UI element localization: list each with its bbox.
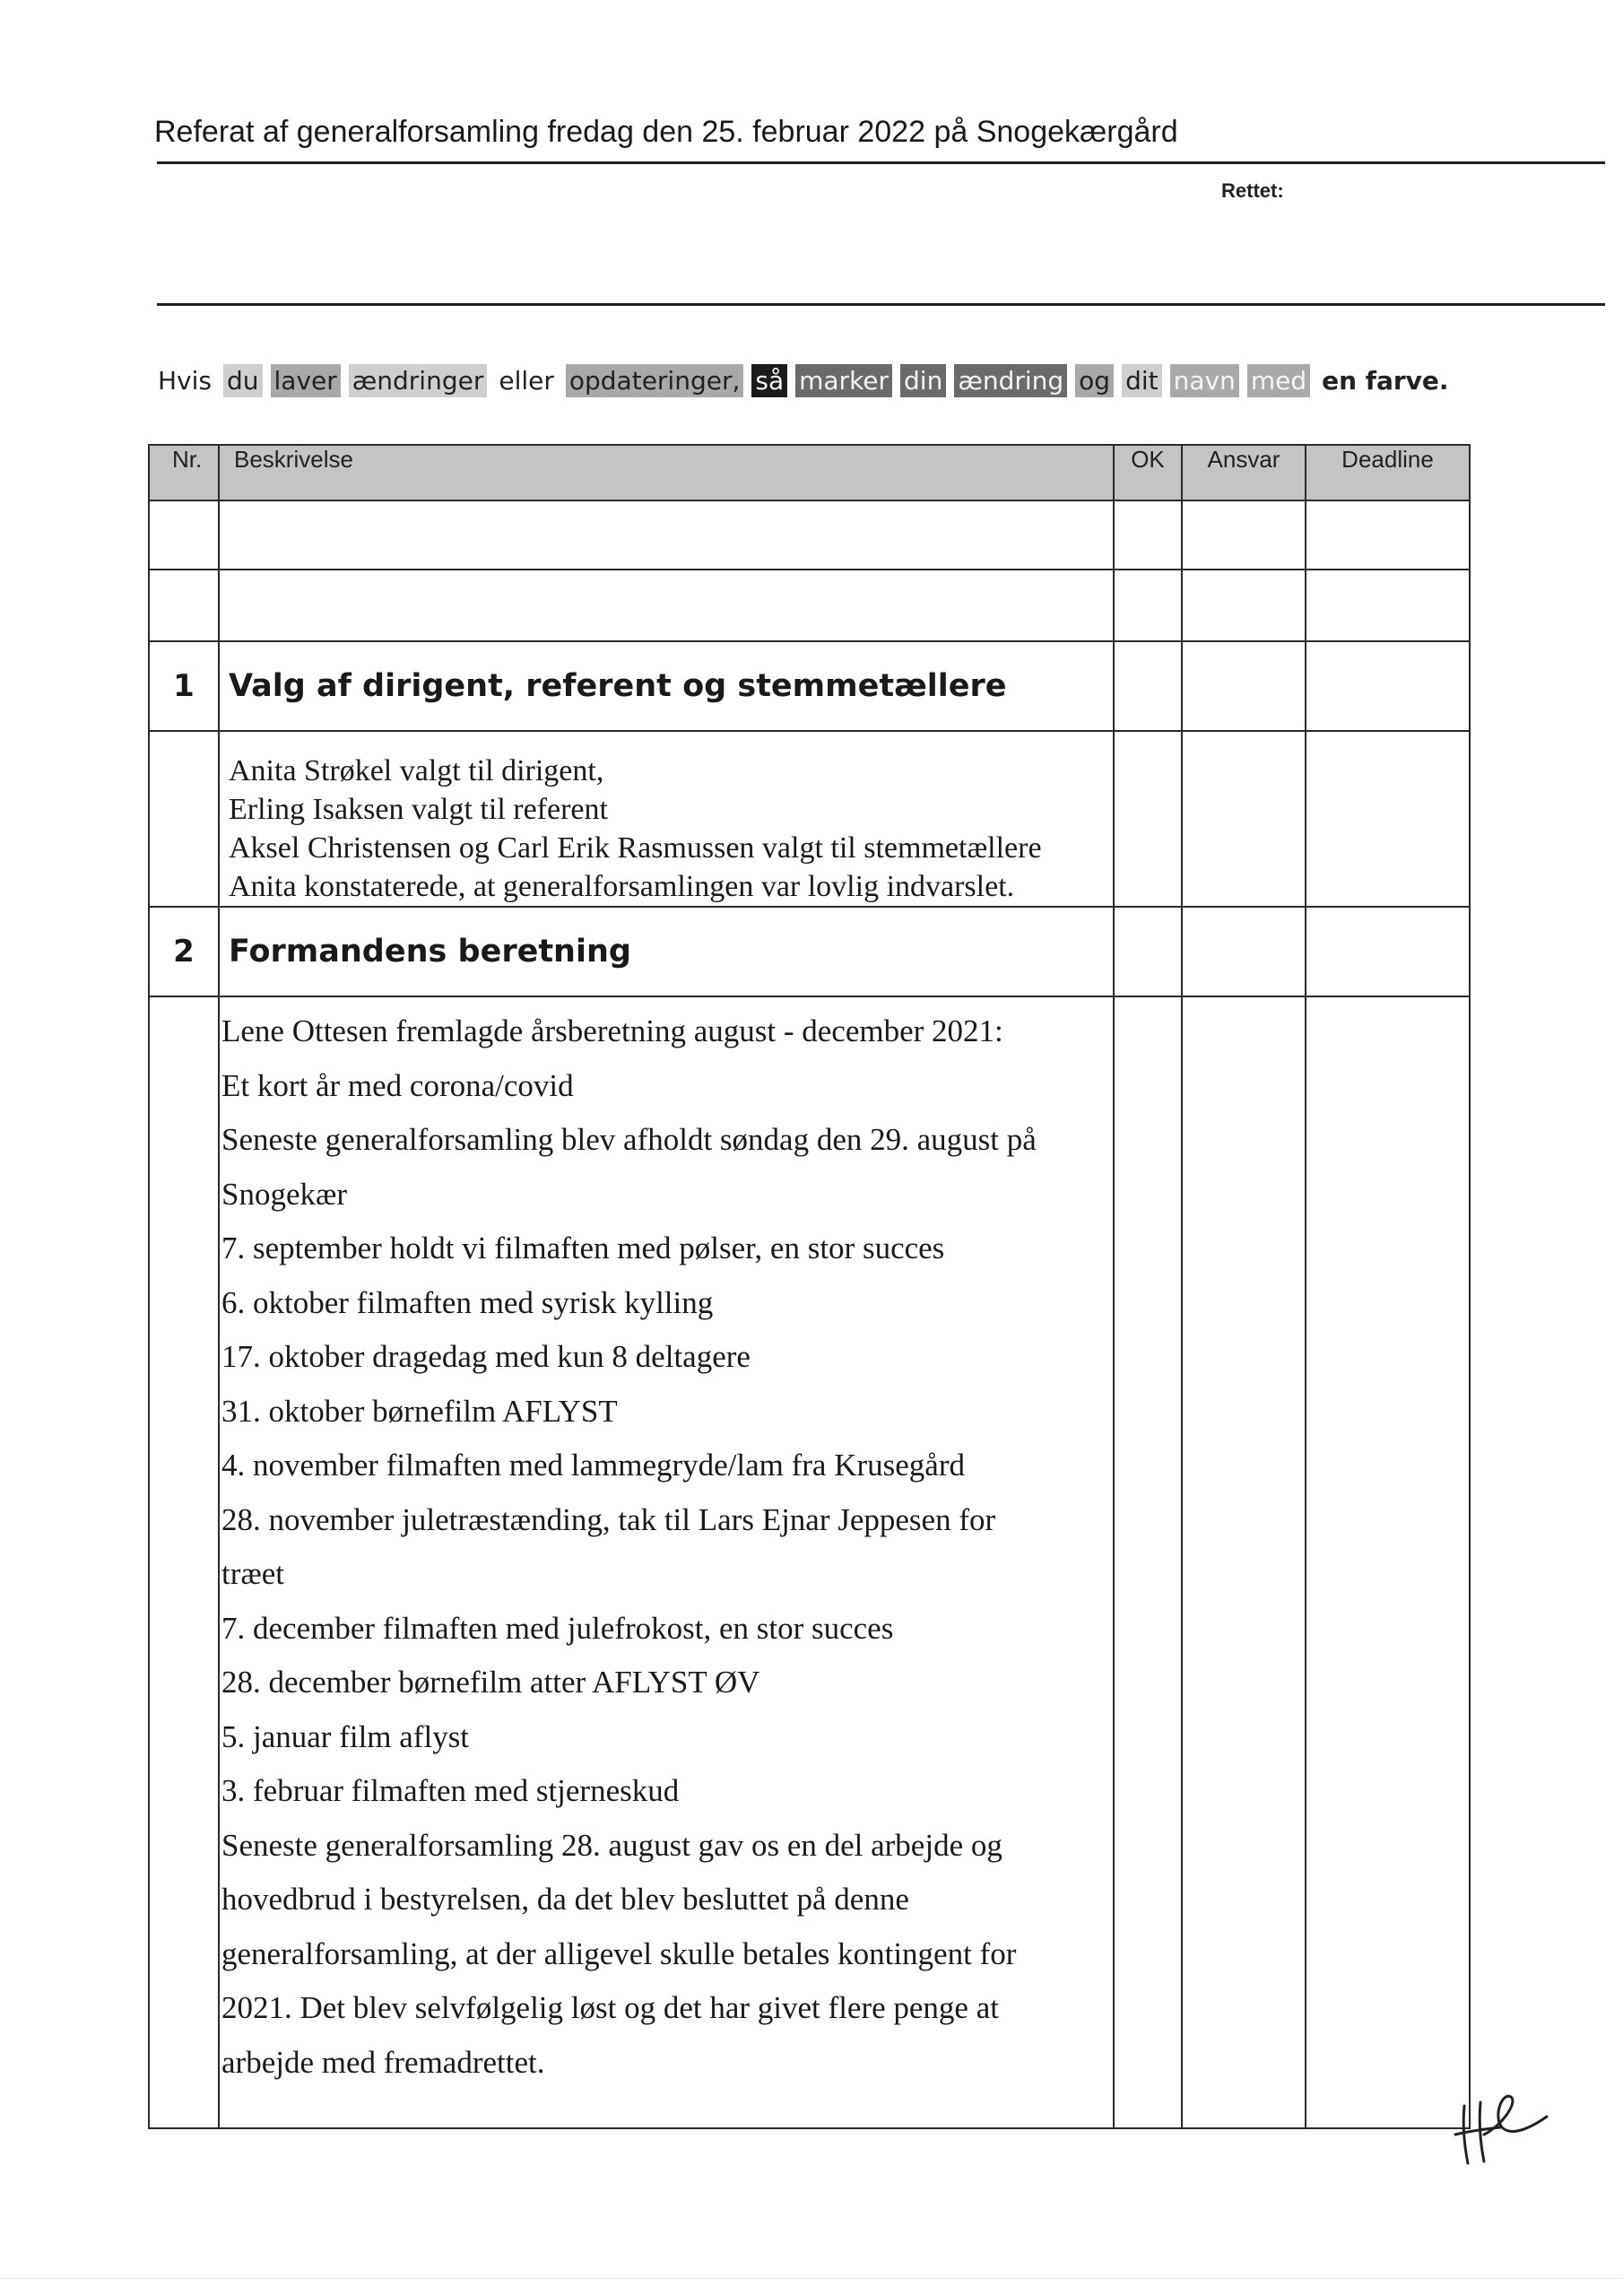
- description-line: Erling Isaksen valgt til referent: [229, 793, 608, 826]
- table-cell: [1306, 570, 1470, 641]
- description-line: arbejde med fremadrettet.: [221, 2044, 545, 2080]
- section-title: Formandens beretning: [219, 907, 1114, 996]
- section-body-row: [149, 731, 1470, 907]
- description-line: 7. december filmaften med julefrokost, en stor succes: [221, 1610, 894, 1646]
- instruction-word: ændring: [954, 364, 1067, 397]
- ansvar-cell: [1182, 731, 1306, 907]
- page-edge: [0, 2278, 1623, 2279]
- rettet-label: Rettet:: [1221, 179, 1284, 202]
- ok-cell: [1114, 907, 1182, 996]
- description-line: Anita Strøkel valgt til dirigent,: [229, 754, 604, 787]
- ok-cell: [1114, 641, 1182, 731]
- table-cell: [1182, 500, 1306, 570]
- description-line: Seneste generalforsamling 28. august gav os en del arbejde og: [221, 1827, 1002, 1863]
- instruction-word: du: [223, 364, 263, 397]
- section-title: Valg af dirigent, referent og stemmetællere: [219, 641, 1114, 731]
- section-description: [219, 731, 1114, 907]
- description-line: Et kort år med corona/covid: [221, 1067, 574, 1103]
- table-cell: [1306, 500, 1470, 570]
- section-heading-row: [149, 641, 1470, 731]
- table-cell: [149, 731, 219, 907]
- ansvar-cell: [1182, 907, 1306, 996]
- deadline-cell: [1306, 731, 1470, 907]
- description-line: Lene Ottesen fremlagde årsberetning august - december 2021:: [221, 1013, 1003, 1048]
- instruction-word: Hvis: [158, 365, 212, 396]
- section-number: 2: [149, 907, 219, 996]
- title-underline: [157, 161, 1605, 164]
- instruction-word: din: [900, 364, 946, 397]
- description-line: hovedbrud i bestyrelsen, da det blev besluttet på denne: [221, 1882, 909, 1917]
- table-row: [149, 500, 1470, 570]
- header-ansvar: Ansvar: [1182, 445, 1306, 500]
- section-heading-row: [149, 907, 1470, 996]
- deadline-cell: [1306, 907, 1470, 996]
- table-header-row: [149, 445, 1470, 500]
- ansvar-cell: [1182, 641, 1306, 731]
- description-line: 28. december børnefilm atter AFLYST ØV: [221, 1665, 760, 1700]
- table-cell: [1114, 570, 1182, 641]
- table-cell: [149, 500, 219, 570]
- header-beskrivelse: Beskrivelse: [219, 445, 1114, 500]
- handwritten-initials: [1448, 2090, 1556, 2175]
- deadline-cell: [1306, 641, 1470, 731]
- section-body-row: [149, 996, 1470, 2128]
- description-line: 7. september holdt vi filmaften med pølser, en stor succes: [221, 1231, 945, 1265]
- section-number: 1: [149, 641, 219, 731]
- description-line: 17. oktober dragedag med kun 8 deltagere: [221, 1339, 751, 1374]
- instruction-line: [154, 357, 1461, 404]
- table-cell: [1182, 570, 1306, 641]
- document-title: Referat af generalforsamling fredag den 25. februar 2022 på Snogekærgård: [154, 115, 1178, 149]
- instruction-word: en farve.: [1322, 365, 1449, 396]
- ansvar-cell: [1182, 996, 1306, 2128]
- description-line: 28. november juletræstænding, tak til Lars Ejnar Jeppesen for: [221, 1501, 996, 1537]
- table-cell: [219, 570, 1114, 641]
- description-line: 3. februar filmaften med stjerneskud: [221, 1773, 680, 1808]
- description-line: 31. oktober børnefilm AFLYST: [221, 1393, 618, 1429]
- header-deadline: Deadline: [1306, 445, 1470, 500]
- description-line: Seneste generalforsamling blev afholdt søndag den 29. august på: [221, 1122, 1037, 1157]
- separator-line: [157, 303, 1605, 306]
- table-cell: [149, 996, 219, 2128]
- table-cell: [1114, 500, 1182, 570]
- deadline-cell: [1306, 996, 1470, 2128]
- header-ok: OK: [1114, 445, 1182, 500]
- instruction-word: navn: [1170, 364, 1239, 397]
- instruction-word: dit: [1122, 364, 1162, 397]
- instruction-word: og: [1075, 364, 1114, 397]
- ok-cell: [1114, 996, 1182, 2128]
- description-line: Anita konstaterede, at generalforsamlingen var lovlig indvarslet.: [229, 870, 1015, 903]
- instruction-word: eller: [499, 365, 554, 396]
- agenda-table: [148, 444, 1471, 2129]
- table-cell: [219, 500, 1114, 570]
- description-line: 6. oktober filmaften med syrisk kylling: [221, 1284, 714, 1320]
- description-line: 5. januar film aflyst: [221, 1718, 470, 1754]
- description-line: Aksel Christensen og Carl Erik Rasmussen valgt til stemmetællere: [229, 831, 1042, 865]
- header-nr: Nr.: [149, 445, 219, 500]
- table-cell: [149, 570, 219, 641]
- table-row: [149, 570, 1470, 641]
- description-line: Snogekær: [221, 1176, 347, 1212]
- description-line: generalforsamling, at der alligevel skulle betales kontingent for: [221, 1935, 1017, 1971]
- section-description: [219, 996, 1114, 2128]
- instruction-word: så: [751, 364, 787, 397]
- instruction-word: laver: [271, 364, 341, 397]
- instruction-word: med: [1247, 364, 1310, 397]
- ok-cell: [1114, 731, 1182, 907]
- description-line: 4. november filmaften med lammegryde/lam fra Krusegård: [221, 1448, 965, 1483]
- instruction-word: ændringer: [349, 364, 488, 397]
- instruction-word: marker: [795, 364, 892, 397]
- description-line: 2021. Det blev selvfølgelig løst og det har givet flere penge at: [221, 1990, 999, 2025]
- description-line: træet: [221, 1556, 284, 1591]
- instruction-word: opdateringer,: [566, 364, 744, 397]
